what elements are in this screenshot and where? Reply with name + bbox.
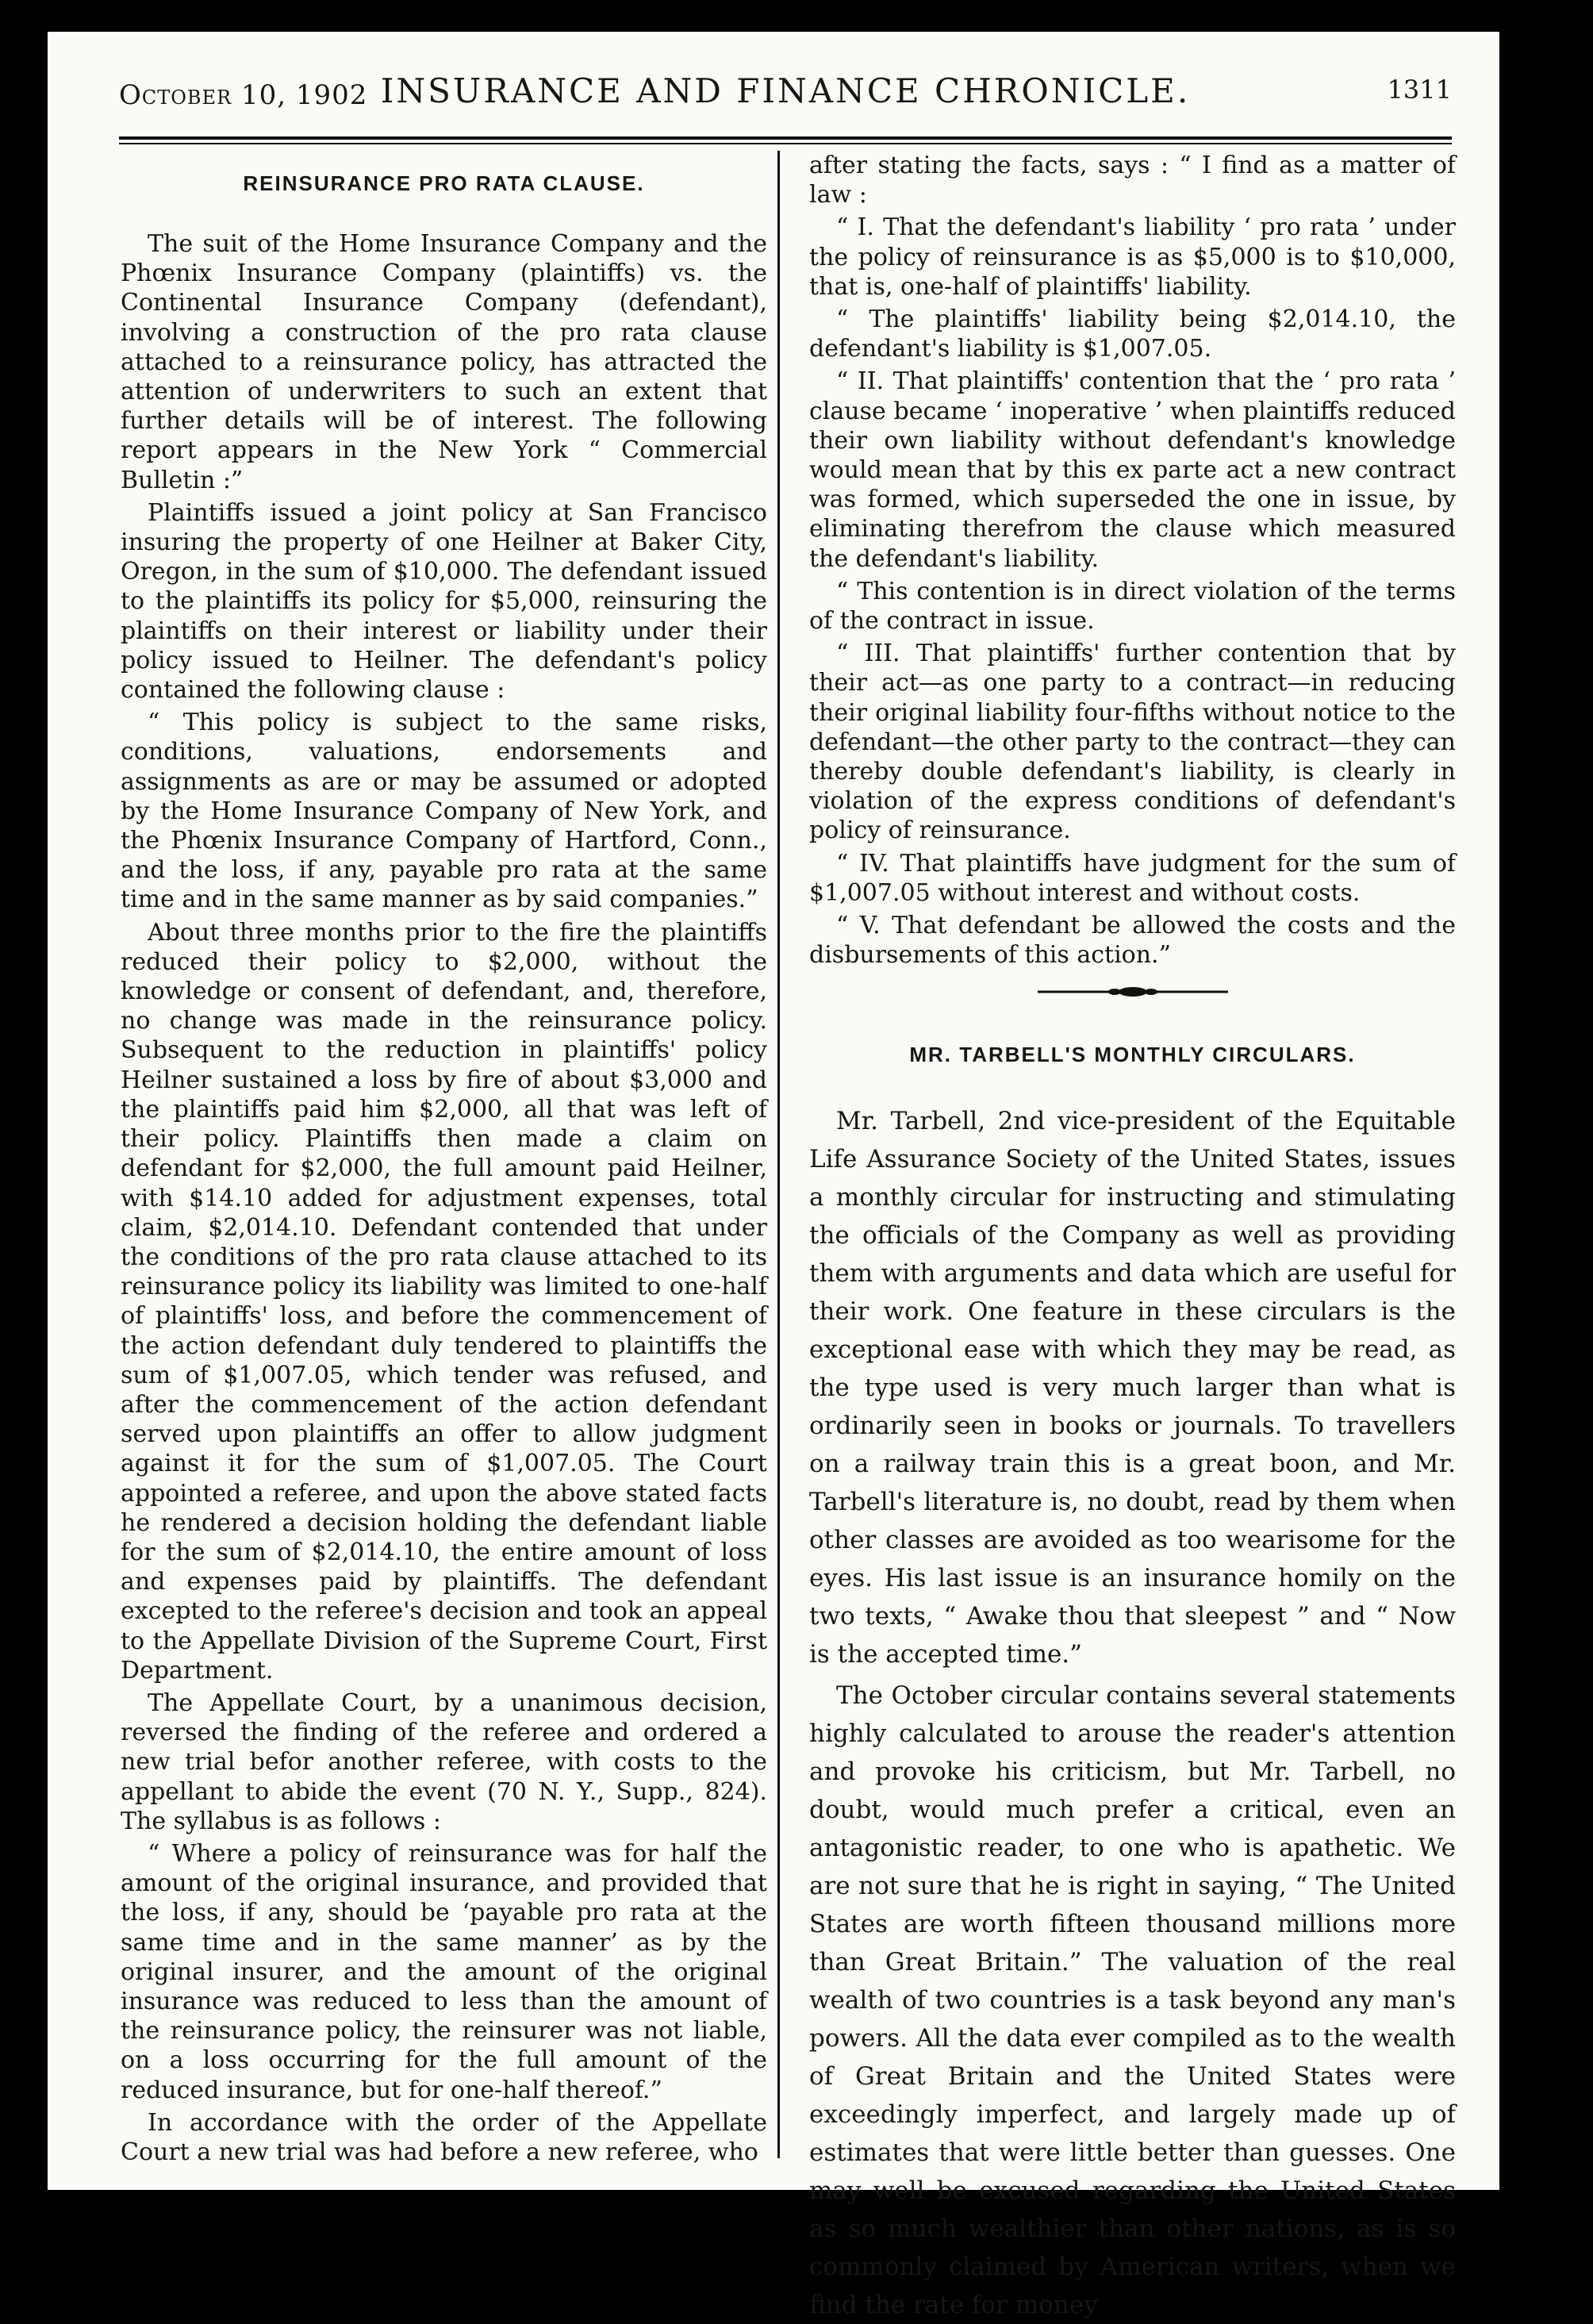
page-number: 1311 — [1387, 75, 1452, 105]
article-title-reinsurance: REINSURANCE PRO RATA CLAUSE. — [243, 171, 645, 195]
newspaper-page — [48, 32, 1499, 2320]
article-paragraph: “ This policy is subject to the same risks, conditions, valuations, endorsements and assignments as are or may be assumed or adopted by the Home Insurance Company of New York, and the Phœnix Insurance Company of Hartford, Conn., and the loss, if any, payable pro rata at the same time and in the same manner as by said companies.” — [121, 709, 767, 914]
article-paragraph: Plaintiffs issued a joint policy at San Francisco insuring the property of one Heilner at Baker City, Oregon, in the sum of $10,000. The defendant issued to the plaintiffs its policy for $5,000, reinsuring the plaintiffs on their interest or liability under their policy issued to Heilner. The defendant's policy contained the following clause : — [121, 498, 767, 705]
article-paragraph: The Appellate Court, by a unanimous decision, reversed the finding of the referee and ordered a new trial befor another referee, with costs to the appellant to abide the event (70 N. Y., Supp., 824). The syllabus is as follows : — [121, 1688, 767, 1835]
left-column — [121, 151, 767, 2166]
article-paragraph: after stating the facts, says : “ I find as a matter of law : — [809, 152, 1456, 209]
header-rule-thick — [119, 136, 1452, 140]
article-paragraph: “ I. That the defendant's liability ‘ pro rata ’ under the policy of reinsurance is as $5,000 is to $10,000, that is, one-half of plaintiffs' liability. — [809, 213, 1456, 301]
column-divider — [777, 151, 780, 2158]
article-title-tarbell: MR. TARBELL'S MONTHLY CIRCULARS. — [909, 1043, 1356, 1067]
article-paragraph: “ V. That defendant be allowed the costs and the disbursements of this action.” — [809, 912, 1456, 970]
article-paragraph: “ IV. That plaintiffs have judgment for the sum of $1,007.05 without interest and without costs. — [809, 849, 1456, 907]
article-paragraph: “ III. That plaintiffs' further contention that by their act—as one party to a contract—in reducing their original liability four-fifths without notice to the defendant—the other party to the contract—they can thereby double defendant's liability, is clearly in violation of the express conditions of defendant's policy of reinsurance. — [809, 640, 1456, 845]
article-paragraph: In accordance with the order of the Appellate Court a new trial was had before a new referee, who — [121, 2108, 767, 2166]
page-header — [119, 60, 1452, 140]
article-paragraph: “ The plaintiffs' liability being $2,014.10, the defendant's liability is $1,007.05. — [809, 305, 1456, 363]
article-paragraph: “ This contention is in direct violation of the terms of the contract in issue. — [809, 577, 1456, 636]
publication-title: INSURANCE AND FINANCE CHRONICLE. — [380, 71, 1191, 110]
header-date: October 10, 1902 — [119, 79, 368, 111]
header-rule-thin — [119, 143, 1452, 144]
article-paragraph: The October circular contains several statements highly calculated to arouse the reader's attention and provoke his criticism, but Mr. Tarbell, no doubt, would much prefer a critical, even an antagonistic reader, to one who is apathetic. We are not sure that he is right in saying, “ The United States are worth fifteen thousand millions more than Great Britain.” The valuation of the real wealth of two countries is a task beyond any man's powers. All the data ever compiled as to the wealth of Great Britain and the United States were exceedingly imperfect, and largely made up of estimates that were little better than guesses. One may well be excused regarding the United States as so much wealthier than other nations, as is so commonly claimed by American writers, when we find the rate for money — [809, 1681, 1456, 2320]
article-paragraph: Mr. Tarbell, 2nd vice-president of the Equitable Life Assurance Society of the United States, issues a monthly circular for instructing and stimulating the officials of the Company as well as providing them with arguments and data which are useful for their work. One feature in these circulars is the exceptional ease with which they may be read, as the type used is very much larger than what is ordinarily seen in books or journals. To travellers on a railway train this is a great boon, and Mr. Tarbell's literature is, no doubt, read by them when other classes are avoided as too wearisome for the eyes. His last issue is an insurance homily on the two texts, “ Awake thou that sleepest ” and “ Now is the accepted time.” — [809, 1107, 1456, 1669]
tarbell-article-body — [809, 1102, 1456, 2324]
article-paragraph: The suit of the Home Insurance Company and the Phœnix Insurance Company (plaintiffs) vs. the Continental Insurance Company (defendant), involving a construction of the pro rata clause attached to a reinsurance policy, has attracted the attention of underwriters to such an extent that further details will be of interest. The following report appears in the New York “ Commercial Bulletin :” — [121, 230, 767, 494]
article-paragraph: “ II. That plaintiffs' contention that the ‘ pro rata ’ clause became ‘ inoperative ’ when plaintiffs reduced their own liability without defendant's knowledge would mean that by this ex parte act a new contract was formed, which superseded the one in issue, by eliminating therefrom the clause which measured the defendant's liability. — [809, 367, 1456, 573]
article-paragraph: “ Where a policy of reinsurance was for half the amount of the original insurance, and provided that the loss, if any, should be ‘payable pro rata at the same time and in the same manner’ as by the original insurer, and the amount of the original insurance was reduced to less than the amount of the reinsurance policy, the reinsurer was not liable, on a loss occurring for the full amount of the reduced insurance, but for one-half thereof.” — [121, 1839, 767, 2104]
right-column — [809, 151, 1456, 2320]
section-ornament — [809, 984, 1456, 1003]
article-paragraph: About three months prior to the fire the plaintiffs reduced their policy to $2,000, without the knowledge or consent of defendant, and, therefore, no change was made in the reinsurance policy. Subsequent to the reduction in plaintiffs' policy Heilner sustained a loss by fire of about $3,000 and the plaintiffs paid him $2,000, all that was left of their policy. Plaintiffs then made a claim on defendant for $2,000, the full amount paid Heilner, with $14.10 added for adjustment expenses, total claim, $2,014.10. Defendant contended that under the conditions of the pro rata clause attached to its reinsurance policy its liability was limited to one-half of plaintiffs' loss, and before the commencement of the action defendant duly tendered to plaintiffs the sum of $1,007.05, which tender was refused, and after the commencement of the action defendant served upon plaintiffs an offer to allow judgment against it for the sum of $1,007.05. The Court appointed a referee, and upon the above stated facts he rendered a decision holding the defendant liable for the sum of $2,014.10, the entire amount of loss and expenses paid by plaintiffs. The defendant excepted to the referee's decision and took an appeal to the Appellate Division of the Supreme Court, First Department. — [121, 918, 767, 1684]
